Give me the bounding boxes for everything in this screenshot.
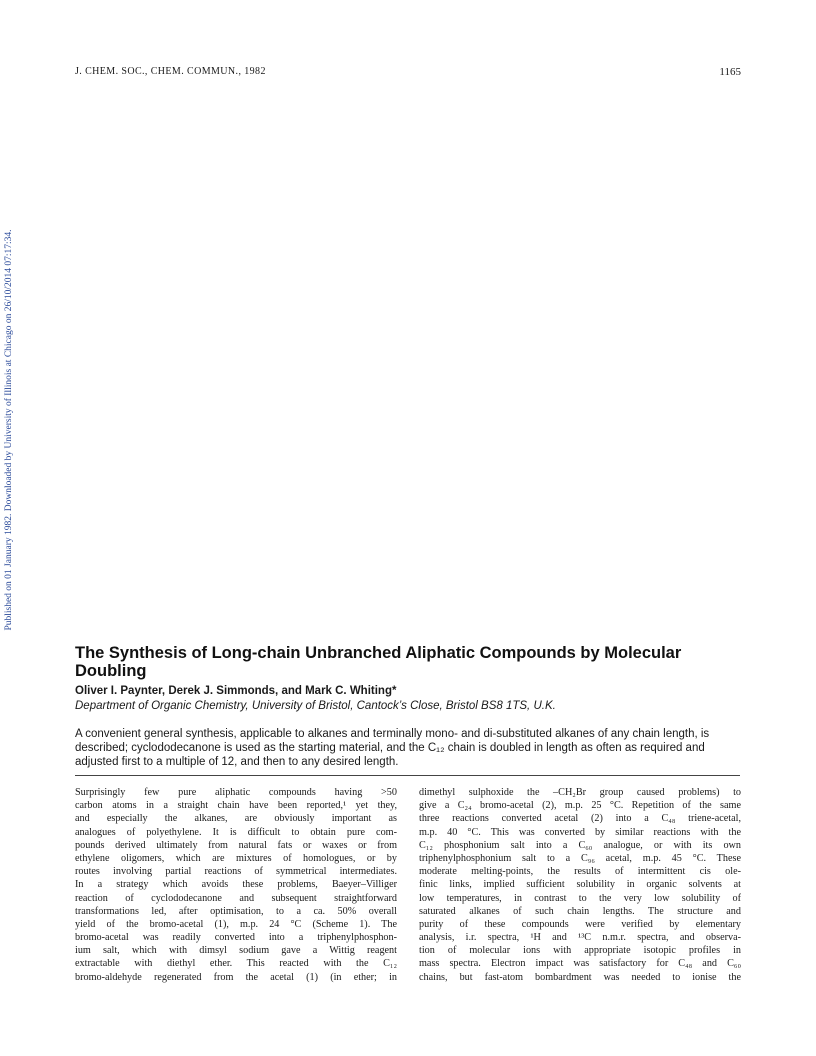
body-text-line: In a strategy which avoids these problems, Baeyer–Villiger	[75, 879, 397, 891]
author-affiliation: Department of Organic Chemistry, University of Bristol, Cantock’s Close, Bristol BS8 1TS, U.K.	[75, 700, 556, 712]
body-text-line: mass spectra. Electron impact was satisfactory for C₄₈ and C₆₀	[419, 958, 741, 970]
body-text-line: low temperatures, in contrast to the very low solubility of	[419, 892, 741, 904]
body-text-line: bromo-aldehyde regenerated from the acetal (1) (in ether; in	[75, 971, 397, 983]
body-text-line: analogues of polyethylene. It is difficult to obtain pure com-	[75, 826, 397, 838]
body-text-line: ium salt, which with dimsyl sodium gave a Wittig reagent	[75, 945, 397, 957]
body-text-line: analysis, i.r. spectra, ¹H and ¹³C n.m.r. spectra, and observa-	[419, 932, 741, 944]
page-number: 1165	[719, 66, 741, 78]
body-text-line: m.p. 40 °C. This was converted by similar reactions with the	[419, 826, 741, 838]
body-text-line: three reactions converted acetal (2) into a C₄₈ triene-acetal,	[419, 813, 741, 825]
body-column-right	[419, 786, 741, 984]
body-text-line: triphenylphosphonium salt to a C₉₆ acetal, m.p. 45 °C. These	[419, 852, 741, 864]
download-watermark	[2, 195, 16, 665]
body-text-line: chains, but fast-atom bombardment was needed to ionise the	[419, 971, 741, 983]
body-text-line: pounds derived ultimately from natural fats or waxes or from	[75, 839, 397, 851]
abstract: A convenient general synthesis, applicable to alkanes and terminally mono- and di-substituted alkanes of any chain length, is described; cyclododecanone is used as the starting material, and the C₁₂ chain is doubled in length as often as required and adjusted first to a multiple of 12, and then to any desired length.	[75, 728, 710, 768]
body-column-left	[75, 786, 397, 984]
download-watermark-text: Published on 01 January 1982. Downloaded by University of Illinois at Chicago on 26/10/2014 07:17:34.	[4, 229, 14, 631]
body-text-line: routes involving partial reactions of symmetrical intermediates.	[75, 866, 397, 878]
body-text-line: give a C₂₄ bromo-acetal (2), m.p. 25 °C. Repetition of the same	[419, 800, 741, 812]
body-text-line: ethylene oligomers, which are mixtures of homologues, or by	[75, 852, 397, 864]
body-text-line: and especially the alkanes, are obviously important as	[75, 813, 397, 825]
body-text-line: finic links, implied sufficient solubility in organic solvents at	[419, 879, 741, 891]
body-text-line: reaction of cyclododecanone and subsequent straightforward	[75, 892, 397, 904]
body-text-line: C₁₂ phosphonium salt into a C₆₀ analogue, or with its own	[419, 839, 741, 851]
body-text-line: Surprisingly few pure aliphatic compounds having >50	[75, 787, 397, 798]
body-text-line: tion of molecular ions with appropriate isotopic profiles in	[419, 945, 741, 957]
running-head	[75, 66, 741, 80]
body-text-line: transformations led, after optimisation, to a ca. 50% overall	[75, 905, 397, 917]
body-text-line: moderate melting-points, the results of intermittent cis ole-	[419, 866, 741, 878]
body-text-line: bromo-acetal was readily converted into a triphenylphosphon-	[75, 932, 397, 944]
body-text-line: saturated alkanes of such chain lengths. The structure and	[419, 905, 741, 917]
article-title: The Synthesis of Long-chain Unbranched Aliphatic Compounds by Molecular Doubling	[75, 644, 682, 680]
body-text-line: yield of the bromo-acetal (1), m.p. 24 °C (Scheme 1). The	[75, 918, 397, 930]
journal-citation: J. CHEM. SOC., CHEM. COMMUN., 1982	[75, 66, 266, 77]
body-text-line: extractable with diethyl ether. This reacted with the C₁₂	[75, 958, 397, 970]
body-text-line: carbon atoms in a straight chain have been reported,¹ yet they,	[75, 800, 397, 812]
body-text-line: dimethyl sulphoxide the –CH₂Br group caused problems) to	[419, 787, 741, 798]
author-list: Oliver I. Paynter, Derek J. Simmonds, and Mark C. Whiting*	[75, 685, 397, 697]
body-text-line: purity of these compounds were verified by elementary	[419, 918, 741, 930]
section-divider	[75, 775, 740, 776]
